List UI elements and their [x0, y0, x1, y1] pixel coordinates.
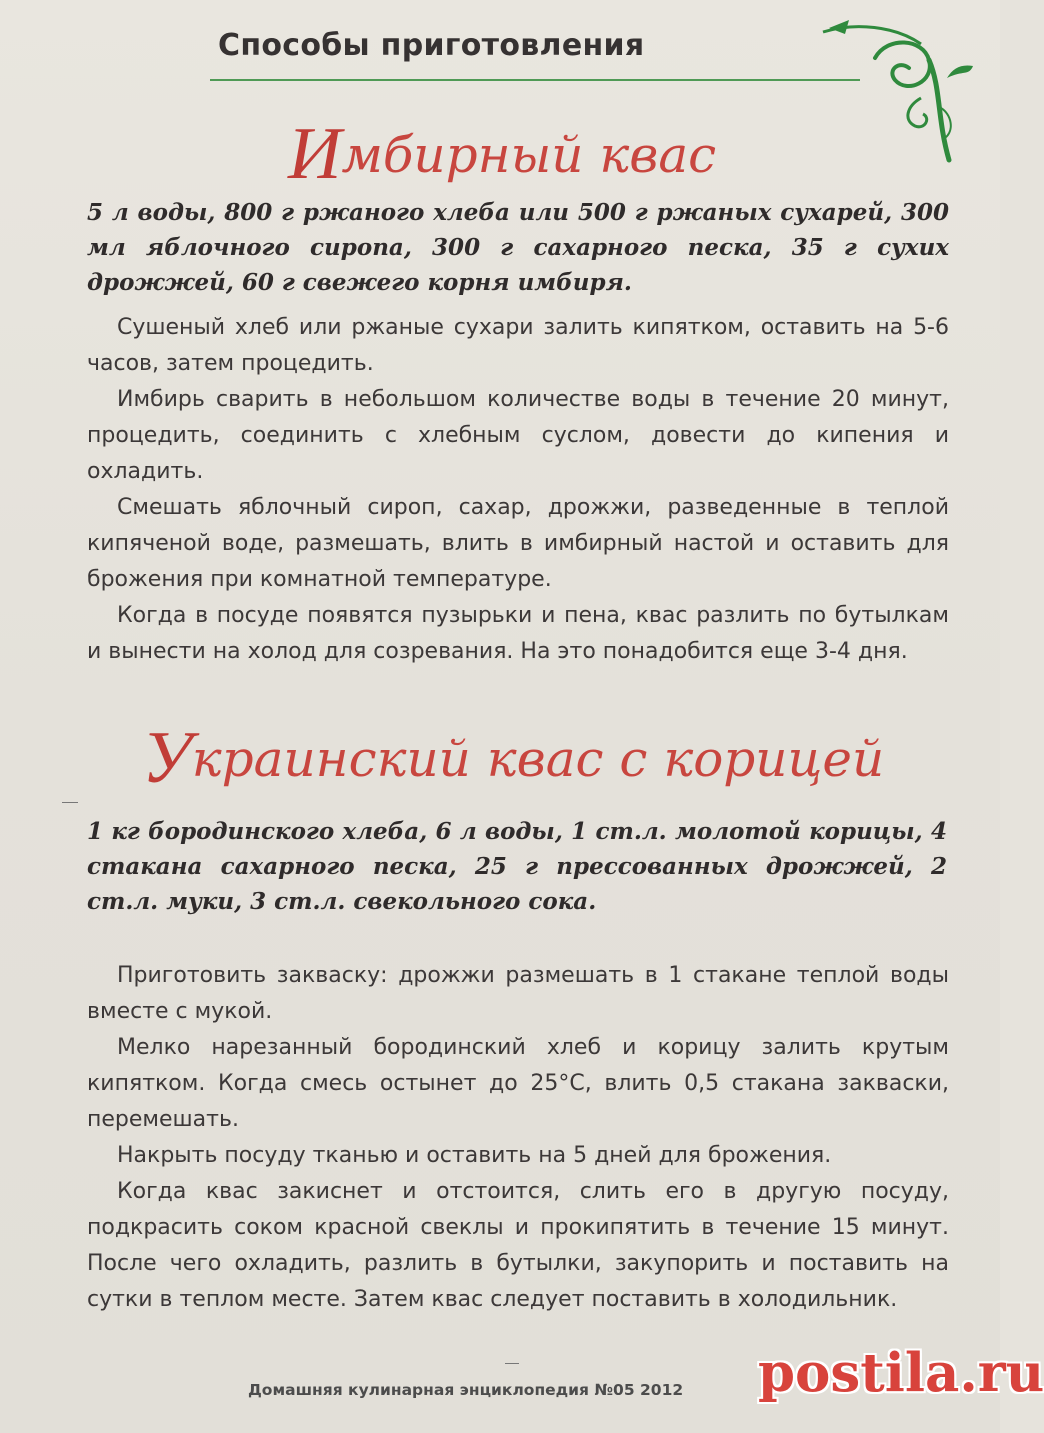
- ingredients-ginger: 5 л воды, 800 г ржаного хлеба или 500 г ржаных сухарей, 300 мл яблочного сиропа, 300 г сахарного песка, 35 г сухих дрожжей, 60 г свежего корня имбиря.: [87, 199, 949, 296]
- header-divider: [210, 79, 860, 81]
- recipe-title-ginger: [288, 112, 716, 197]
- title-text: краинский квас с корицей: [191, 730, 885, 788]
- step-paragraph: Когда в посуде появятся пузырьки и пена, квас разлить по бутылкам и вынести на холод для созревания. На это понадобится еще 3-4 дня.: [87, 603, 949, 664]
- floral-ornament-icon: [815, 18, 980, 168]
- title-initial: У: [142, 717, 192, 799]
- margin-mark: [62, 802, 78, 803]
- title-initial: И: [288, 113, 342, 195]
- section-title: Способы приготовления: [218, 28, 645, 63]
- step-paragraph: Мелко нарезанный бородинский хлеб и корицу залить крутым кипятком. Когда смесь остынет до 25°С, влить 0,5 стакана закваски, перемешать.: [87, 1035, 949, 1132]
- recipe-title-ukrainian: [142, 716, 884, 801]
- step-paragraph: Смешать яблочный сироп, сахар, дрожжи, разведенные в теплой кипяченой воде, размешать, влить в имбирный настой и оставить для брожения при комнатной температуре.: [87, 495, 949, 592]
- source-caption: Домашняя кулинарная энциклопедия №05 2012: [248, 1381, 684, 1399]
- step-paragraph: Имбирь сварить в небольшом количестве воды в течение 20 минут, процедить, соединить с хлебным суслом, довести до кипения и охладить.: [87, 387, 949, 484]
- ingredients-ukrainian: 1 кг бородинского хлеба, 6 л воды, 1 ст.л. молотой корицы, 4 стакана сахарного песка, 25 г прессованных дрожжей, 2 ст.л. муки, 3 ст.л. свекольного сока.: [87, 818, 947, 915]
- watermark[interactable]: postila.ru: [758, 1342, 1044, 1404]
- step-paragraph: Сушеный хлеб или ржаные сухари залить кипятком, оставить на 5-6 часов, затем процедить.: [87, 315, 949, 376]
- title-text: мбирный квас: [341, 126, 717, 184]
- step-paragraph: Приготовить закваску: дрожжи размешать в 1 стакане теплой воды вместе с мукой.: [87, 963, 949, 1024]
- step-paragraph: Когда квас закиснет и отстоится, слить его в другую посуду, подкрасить соком красной свеклы и прокипятить в течение 15 минут. После чего охладить, разлить в бутылки, закупорить и поставить на сутки в теплом месте. Затем квас следует поставить в холодильник.: [87, 1179, 949, 1312]
- step-paragraph: Накрыть посуду тканью и оставить на 5 дней для брожения.: [117, 1143, 832, 1168]
- page-mark: [505, 1363, 519, 1364]
